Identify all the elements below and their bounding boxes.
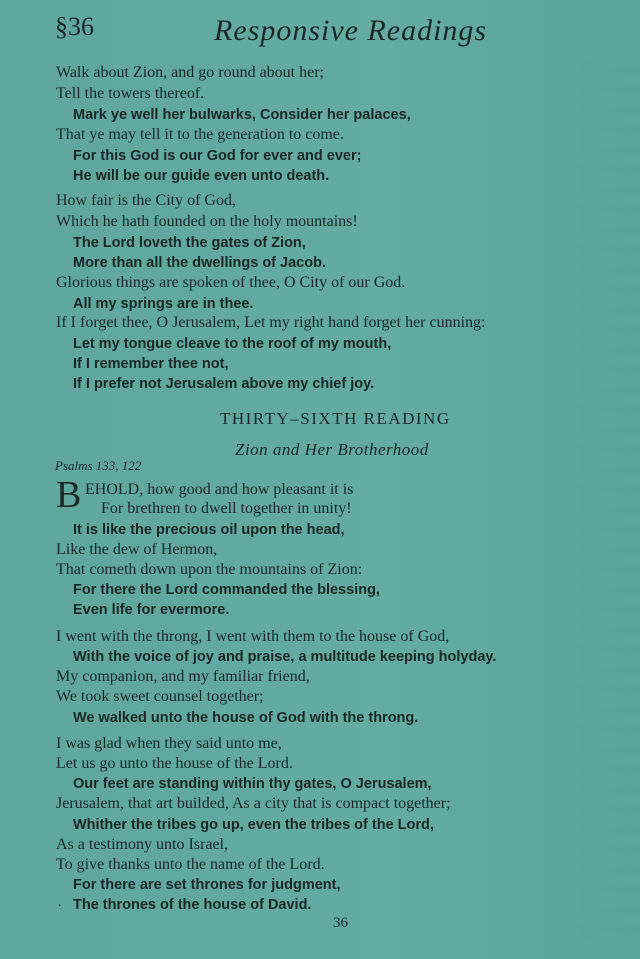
response-line: For there the Lord commanded the blessing, xyxy=(73,582,380,598)
section-number: §36 xyxy=(55,12,94,41)
verse-line: Glorious things are spoken of thee, O City of our God. xyxy=(56,274,406,291)
response-line: If I remember thee not, xyxy=(73,356,229,372)
verse-line: Let us go unto the house of the Lord. xyxy=(56,755,293,772)
response-line: We walked unto the house of God with the throng. xyxy=(73,710,419,726)
response-line: Whither the tribes go up, even the tribes of the Lord, xyxy=(73,817,434,833)
response-line: Let my tongue cleave to the roof of my mouth, xyxy=(73,336,392,352)
verse-line: Tell the towers thereof. xyxy=(56,85,205,102)
reading-subtitle: Zion and Her Brotherhood xyxy=(235,440,429,459)
response-line: If I prefer not Jerusalem above my chief joy. xyxy=(73,376,375,392)
response-line: Even life for evermore. xyxy=(73,602,230,618)
verse-line: That cometh down upon the mountains of Zion: xyxy=(56,561,363,578)
response-line: For there are set thrones for judgment, xyxy=(73,877,341,893)
verse-line: EHOLD, how good and how pleasant it is xyxy=(85,481,354,498)
verse-line: If I forget thee, O Jerusalem, Let my right hand forget her cunning: xyxy=(56,314,486,331)
response-line: He will be our guide even unto death. xyxy=(73,168,330,184)
verse-line: To give thanks unto the name of the Lord. xyxy=(56,856,325,873)
response-line: Our feet are standing within thy gates, O Jerusalem, xyxy=(73,776,432,792)
reading-title: THIRTY–SIXTH READING xyxy=(220,409,451,428)
response-line: It is like the precious oil upon the head, xyxy=(73,522,345,538)
response-line: For this God is our God for ever and ever; xyxy=(73,148,362,164)
margin-mark: . xyxy=(58,895,62,910)
verse-line: Walk about Zion, and go round about her; xyxy=(56,64,324,81)
scripture-source: Psalms 133, 122 xyxy=(55,458,142,473)
verse-line: Like the dew of Hermon, xyxy=(56,541,218,558)
verse-line: For brethren to dwell together in unity! xyxy=(101,500,352,517)
page-number: 36 xyxy=(333,915,348,931)
response-line: With the voice of joy and praise, a multitude keeping holyday. xyxy=(73,649,497,665)
verse-line: I went with the throng, I went with them to the house of God, xyxy=(56,628,450,645)
drop-cap: B xyxy=(56,474,82,516)
bleed-through-shadow xyxy=(580,60,640,940)
verse-line: How fair is the City of God, xyxy=(56,192,236,209)
response-line: All my springs are in thee. xyxy=(73,296,254,312)
verse-line: Jerusalem, that art builded, As a city that is compact together; xyxy=(56,795,451,812)
response-line: Mark ye well her bulwarks, Consider her palaces, xyxy=(73,107,411,123)
page-title: Responsive Readings xyxy=(214,14,488,47)
verse-line: My companion, and my familiar friend, xyxy=(56,668,310,685)
verse-line: That ye may tell it to the generation to come. xyxy=(56,126,344,143)
response-line: More than all the dwellings of Jacob. xyxy=(73,255,326,271)
response-line: The thrones of the house of David. xyxy=(73,897,312,913)
verse-line: As a testimony unto Israel, xyxy=(56,836,228,853)
response-line: The Lord loveth the gates of Zion, xyxy=(73,235,306,251)
verse-line: We took sweet counsel together; xyxy=(56,688,264,705)
verse-line: I was glad when they said unto me, xyxy=(56,735,282,752)
verse-line: Which he hath founded on the holy mountains! xyxy=(56,213,358,230)
